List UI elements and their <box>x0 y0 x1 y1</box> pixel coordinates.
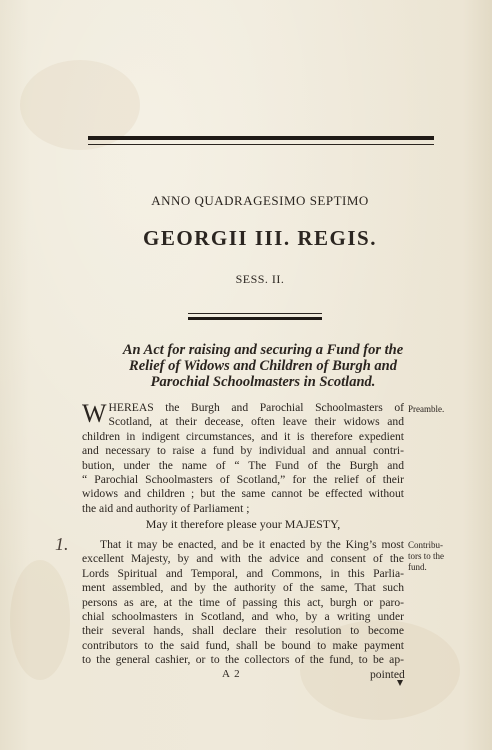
pencil-annotation: 1. <box>55 534 69 554</box>
text-line: “ Parochial Schoolmasters of Scotland,” for the relief of their <box>82 473 404 487</box>
margin-note-line: Preamble. <box>408 404 445 414</box>
text-line: Lords Spiritual and Temporal, and Commons, in this Parlia- <box>82 566 404 580</box>
text-line: children in indigent circumstances, and it is therefore expedient <box>82 429 404 443</box>
paper-stain <box>10 560 70 680</box>
text-line: the aid and authority of Parliament ; <box>82 501 250 515</box>
pencil-tick-icon <box>397 680 403 686</box>
margin-note-preamble <box>408 404 488 415</box>
act-title-line: An Act for raising and securing a Fund for the <box>122 342 404 358</box>
top-rule-thick <box>88 136 434 140</box>
margin-note-contributors <box>408 540 488 573</box>
text-line: Scotland, at their decease, often leave their widows and <box>108 415 404 429</box>
text-line: excellent Majesty, by and with the advice and consent of the <box>82 552 404 566</box>
catchword: pointed <box>370 668 405 681</box>
text-line: chial schoolmasters in Scotland, and who, by a writing under <box>82 610 404 624</box>
mid-rule-thick <box>188 317 322 320</box>
text-line: contributors to the said fund, shall be bound to make payment <box>82 638 404 652</box>
text-line: to the general cashier, or to the collectors of the fund, to be ap- <box>82 653 404 667</box>
act-title-line: Relief of Widows and Children of Burgh and <box>129 358 397 374</box>
text-line: their several hands, shall declare their resolution to become <box>82 624 404 638</box>
mid-rule-thin <box>188 313 322 314</box>
please-line: May it therefore please your MAJESTY, <box>145 517 341 531</box>
text-line: bution, under the name of “ The Fund of the Burgh and <box>82 458 404 472</box>
text-line: persons as are, at the time of passing this act, burgh or paro- <box>82 595 404 609</box>
top-rule-thin <box>88 144 434 145</box>
text-line: That it may be enacted, and be it enacted by the King’s most <box>100 538 404 551</box>
anno-heading: ANNO QUADRAGESIMO SEPTIMO <box>151 193 369 208</box>
text-line: ment assembled, and by the authority of the same, That such <box>82 581 404 595</box>
preamble-paragraph <box>82 401 404 516</box>
text-line: and necessary to raise a fund by individual and annual contri- <box>82 444 404 458</box>
regnal-title: GEORGII III. REGIS. <box>143 226 377 250</box>
session-label: SESS. II. <box>235 272 285 286</box>
act-title-line: Parochial Schoolmasters in Scotland. <box>150 374 376 390</box>
margin-note-line: Contribu- <box>408 540 443 550</box>
margin-note-line: fund. <box>408 562 427 572</box>
margin-note-line: tors to the <box>408 551 444 561</box>
text-line: HEREAS the Burgh and Parochial Schoolmasters of <box>108 401 404 414</box>
enactment-paragraph <box>82 538 404 668</box>
signature-mark: A 2 <box>222 668 241 680</box>
drop-cap: W <box>82 399 107 428</box>
text-line: widows and children ; but the same cannot be effected without <box>82 487 404 501</box>
act-title <box>78 342 448 390</box>
